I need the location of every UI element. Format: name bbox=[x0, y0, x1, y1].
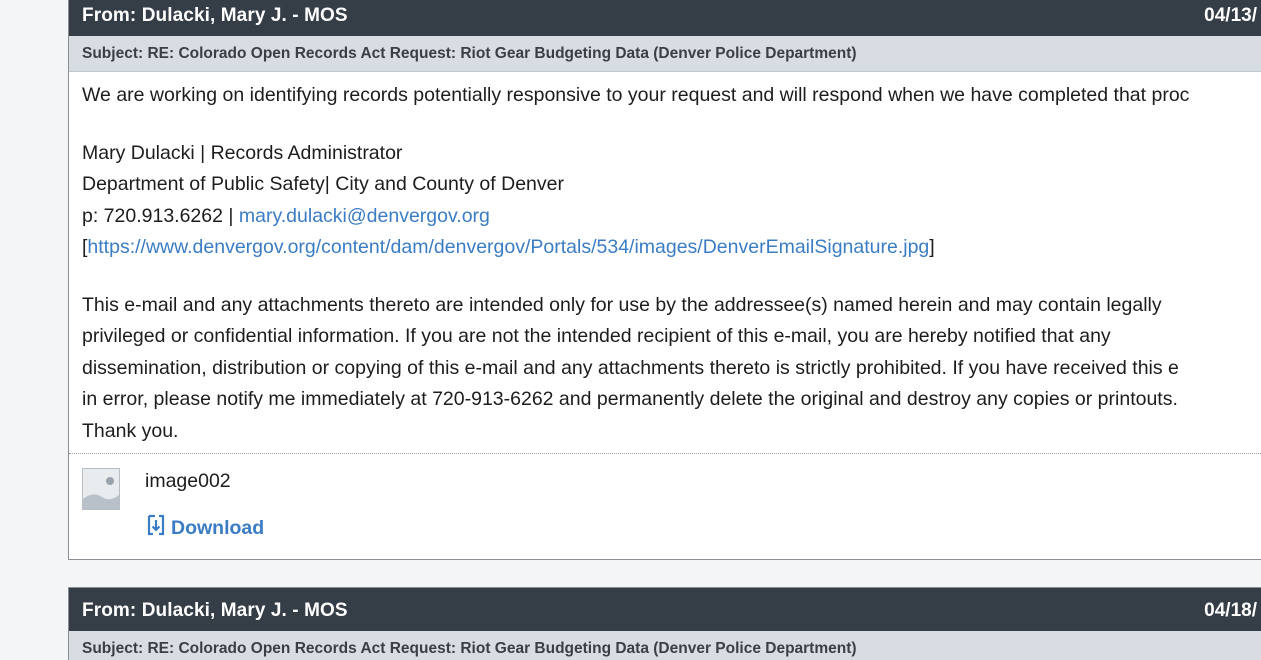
message-intro: We are working on identifying records potentially responsive to your request and will respond when we have completed that proc bbox=[82, 84, 1190, 106]
message-from: From: Dulacki, Mary J. - MOS bbox=[82, 600, 348, 621]
signature-image-link-line bbox=[82, 232, 1261, 264]
message-card bbox=[68, 587, 1261, 660]
message-date: 04/13/ bbox=[1204, 5, 1257, 26]
signature-department: Department of Public Safety| City and County of Denver bbox=[82, 173, 564, 195]
signature-phone: p: 720.913.6262 | bbox=[82, 204, 239, 227]
message-card bbox=[68, 0, 1261, 560]
download-button[interactable] bbox=[147, 514, 264, 542]
signature-contact bbox=[82, 201, 1261, 233]
bracket-close: ] bbox=[929, 236, 935, 258]
signature-image-link[interactable]: https://www.denvergov.org/content/dam/denvergov/Portals/534/images/DenverEmailSignature.jpg bbox=[87, 236, 930, 258]
message-from: From: Dulacki, Mary J. - MOS bbox=[82, 5, 348, 26]
signature-name: Mary Dulacki | Records Administrator bbox=[82, 141, 403, 164]
message-header bbox=[69, 0, 1261, 36]
download-label: Download bbox=[171, 516, 265, 539]
message-header bbox=[69, 588, 1261, 631]
disclaimer-line: Thank you. bbox=[82, 419, 179, 442]
email-link[interactable]: mary.dulacki@denvergov.org bbox=[238, 204, 490, 227]
download-icon bbox=[147, 514, 165, 542]
image-placeholder-icon[interactable] bbox=[82, 468, 120, 510]
message-subject: Subject: RE: Colorado Open Records Act Request: Riot Gear Budgeting Data (Denver Police Department) bbox=[69, 631, 1261, 660]
message-date: 04/18/ bbox=[1204, 600, 1257, 621]
disclaimer-line: privileged or confidential information. If you are not the intended recipient of this e-mail, you are hereby notified that any bbox=[82, 325, 1111, 347]
disclaimer-line: This e-mail and any attachments thereto are intended only for use by the addressee(s) named herein and may contain legally bbox=[82, 293, 1162, 316]
message-body bbox=[69, 72, 1261, 447]
bracket-open: [ bbox=[82, 236, 88, 258]
attachment-section bbox=[69, 453, 1261, 557]
attachment-name: image002 bbox=[145, 470, 231, 492]
disclaimer-line: in error, please notify me immediately at 720-913-6262 and permanently delete the original and destroy any copies or printouts. bbox=[82, 388, 1178, 410]
disclaimer-line: dissemination, distribution or copying of this e-mail and any attachments thereto is strictly prohibited. If you have received this e bbox=[82, 356, 1179, 379]
message-subject: Subject: RE: Colorado Open Records Act Request: Riot Gear Budgeting Data (Denver Police Department) bbox=[69, 36, 1261, 72]
